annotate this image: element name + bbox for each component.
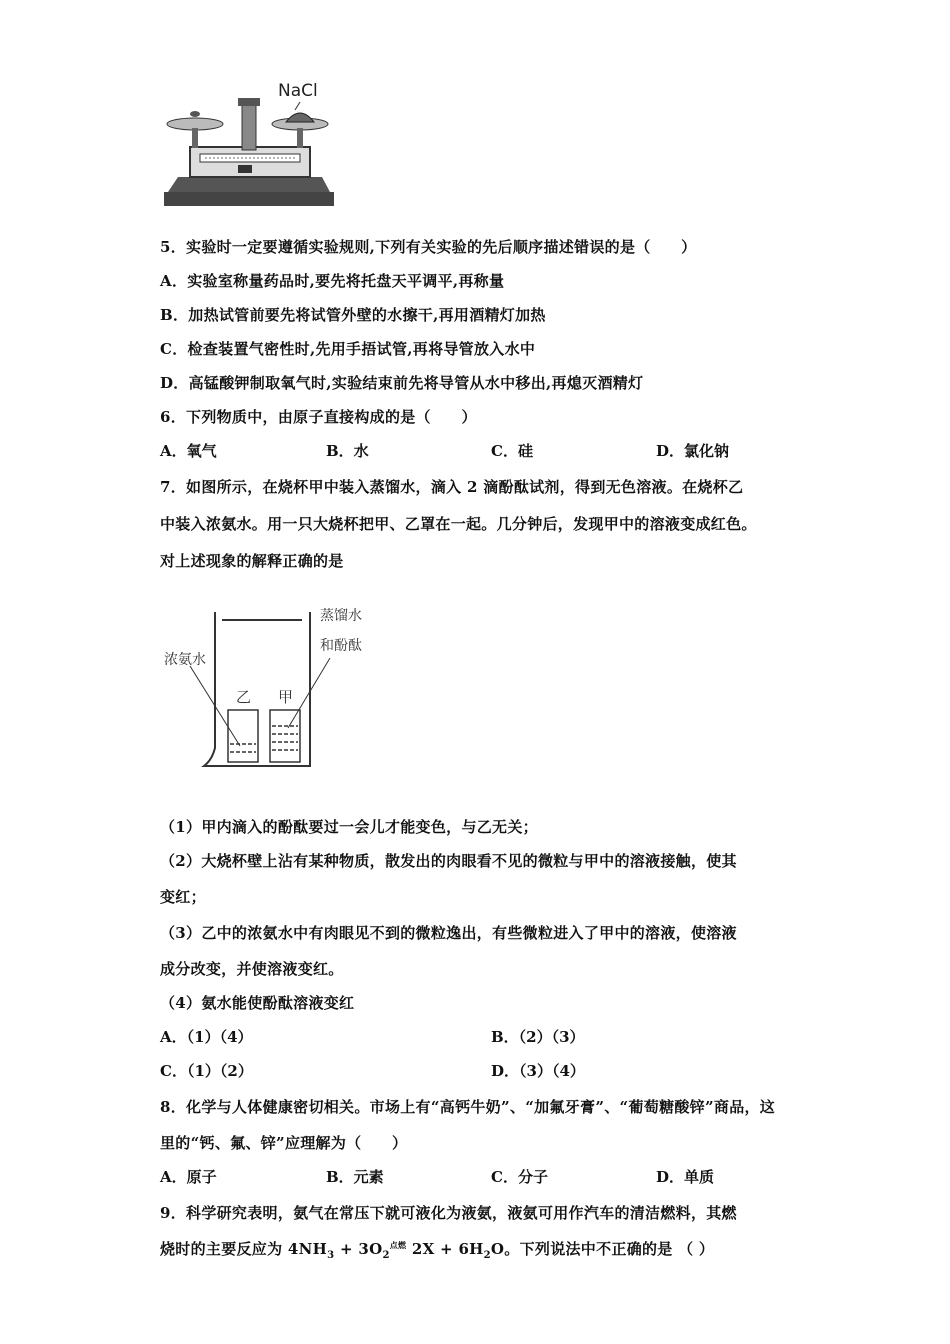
nacl-label: NaCl	[278, 81, 318, 101]
q7-statement-3a: （3）乙中的浓氨水中有肉眼见不到的微粒逸出，有些微粒进入了甲中的溶液，使溶液	[160, 924, 737, 942]
beaker-label-yi: 乙	[236, 688, 252, 706]
q6-option-d[interactable]: D．氯化钠	[656, 442, 730, 460]
beaker-label-distilled-1: 蒸馏水	[320, 608, 362, 624]
q7-option-a[interactable]: A．（1）（4）	[160, 1028, 253, 1046]
q7-stem-line1: 7．如图所示，在烧杯甲中装入蒸馏水，滴入 2 滴酚酞试剂，得到无色溶液。在烧杯乙	[160, 478, 744, 496]
q7-statement-4: （4）氨水能使酚酞溶液变红	[160, 994, 355, 1012]
q8-stem-line2: 里的“钙、氟、锌”应理解为（ ）	[160, 1134, 408, 1152]
q9-sub-3: 3	[327, 1250, 335, 1261]
q6-option-c[interactable]: C．硅	[491, 442, 533, 460]
q5-option-c[interactable]: C．检查装置气密性时,先用手捂试管,再将导管放入水中	[160, 340, 536, 358]
q5-stem: 5．实验时一定要遵循实验规则,下列有关实验的先后顺序描述错误的是（ ）	[160, 238, 697, 256]
q9-plus: + 3O	[334, 1240, 383, 1258]
beaker-label-ammonia: 浓氨水	[164, 652, 206, 668]
q6-option-a[interactable]: A．氧气	[160, 442, 217, 460]
q7-statement-1: （1）甲内滴入的酚酞要过一会儿才能变色，与乙无关；	[160, 818, 538, 836]
q7-statement-2a: （2）大烧杯壁上沾有某种物质，散发出的肉眼看不见的微粒与甲中的溶液接触，使其	[160, 852, 737, 870]
q8-option-d[interactable]: D．单质	[656, 1168, 715, 1186]
q9-sub-2b: 2	[483, 1250, 491, 1261]
q7-stem-line3: 对上述现象的解释正确的是	[160, 552, 344, 570]
q7-statement-3b: 成分改变，并使溶液变红。	[160, 960, 344, 978]
q9-sub-2: 2	[382, 1250, 390, 1261]
q9-suffix: O。下列说法中不正确的是 （ ）	[490, 1240, 715, 1258]
q7-option-c[interactable]: C．（1）（2）	[160, 1062, 253, 1080]
q9-stem-line2	[160, 1238, 714, 1261]
q7-stem-line2: 中装入浓氨水。用一只大烧杯把甲、乙罩在一起。几分钟后，发现甲中的溶液变成红色。	[160, 515, 757, 533]
q5-option-a[interactable]: A．实验室称量药品时,要先将托盘天平调平,再称量	[160, 272, 505, 290]
beaker-figure	[160, 598, 380, 778]
balance-figure	[160, 72, 340, 212]
q9-products: 2X + 6H	[406, 1240, 484, 1258]
q5-option-b[interactable]: B．加热试管前要先将试管外壁的水擦干,再用酒精灯加热	[160, 306, 546, 324]
q7-option-d[interactable]: D．（3）（4）	[491, 1062, 585, 1080]
q8-option-b[interactable]: B．元素	[326, 1168, 384, 1186]
q7-option-b[interactable]: B．（2）（3）	[491, 1028, 585, 1046]
q8-option-a[interactable]: A．原子	[160, 1168, 217, 1186]
q7-statement-2b: 变红；	[160, 888, 206, 906]
q8-option-c[interactable]: C．分子	[491, 1168, 548, 1186]
q6-stem: 6．下列物质中，由原子直接构成的是（ ）	[160, 408, 477, 426]
q5-option-d[interactable]: D．高锰酸钾制取氧气时,实验结束前先将导管从水中移出,再熄灭酒精灯	[160, 374, 644, 392]
beaker-label-jia: 甲	[278, 688, 294, 706]
q6-option-b[interactable]: B．水	[326, 442, 369, 460]
q9-stem-line1: 9．科学研究表明，氨气在常压下就可液化为液氨，液氨可用作汽车的清洁燃料，其燃	[160, 1204, 737, 1222]
q9-condition: 点燃	[389, 1240, 407, 1250]
beaker-label-distilled-2: 和酚酞	[320, 638, 362, 654]
q9-prefix: 烧时的主要反应为 4NH	[160, 1240, 328, 1258]
q8-stem-line1: 8．化学与人体健康密切相关。市场上有“高钙牛奶”、“加氟牙膏”、“葡萄糖酸锌”商品，这	[160, 1098, 776, 1116]
